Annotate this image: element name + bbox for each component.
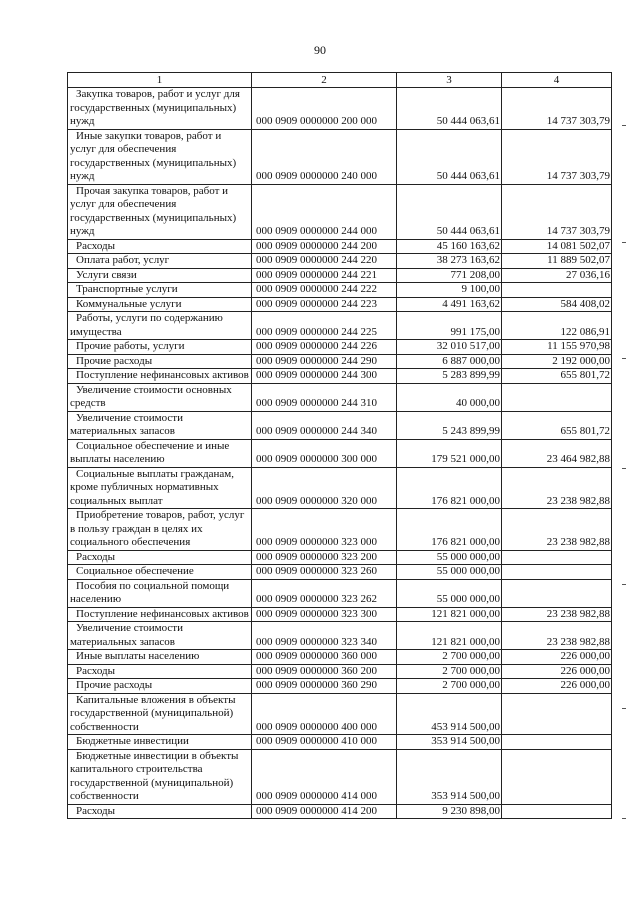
row-name-cell: Иные закупки товаров, работ и услуг для обеспечения государственных (муниципальных) нужд	[68, 129, 252, 184]
row-value-col3: 40 000,00	[397, 383, 502, 411]
row-value-col4	[502, 804, 612, 819]
row-value-col4: 14 737 303,79	[502, 88, 612, 130]
row-code-cell: 000 0909 0000000 244 290	[252, 354, 397, 369]
row-code-cell: 000 0909 0000000 244 225	[252, 312, 397, 340]
row-code-cell: 000 0909 0000000 200 000	[252, 88, 397, 130]
row-value-col4: 23 464 982,88	[502, 439, 612, 467]
row-value-col4: 11 155 970,98	[502, 340, 612, 355]
row-value-col3: 50 444 063,61	[397, 88, 502, 130]
row-code-cell: 000 0909 0000000 244 223	[252, 297, 397, 312]
row-code-cell: 000 0909 0000000 240 000	[252, 129, 397, 184]
row-value-col4: 23 238 982,88	[502, 509, 612, 551]
row-value-col4: 226 000,00	[502, 664, 612, 679]
column-header-4: 4	[502, 73, 612, 88]
row-value-col4: 23 238 982,88	[502, 622, 612, 650]
row-value-col4	[502, 693, 612, 735]
row-value-col4: 11 889 502,07	[502, 254, 612, 269]
row-value-col3: 2 700 000,00	[397, 679, 502, 694]
table-row	[68, 254, 612, 269]
row-value-col3: 353 914 500,00	[397, 749, 502, 804]
row-name-cell: Прочие расходы	[68, 354, 252, 369]
row-value-col3: 55 000 000,00	[397, 565, 502, 580]
budget-table	[67, 72, 612, 819]
row-name-cell: Прочая закупка товаров, работ и услуг для обеспечения государственных (муниципальных) нужд	[68, 184, 252, 239]
row-value-col3: 55 000 000,00	[397, 550, 502, 565]
row-value-col3: 176 821 000,00	[397, 509, 502, 551]
column-header-2: 2	[252, 73, 397, 88]
row-value-col3: 5 243 899,99	[397, 411, 502, 439]
row-name-cell: Транспортные услуги	[68, 283, 252, 298]
row-value-col4: 122 086,91	[502, 312, 612, 340]
row-value-col4: 226 000,00	[502, 650, 612, 665]
row-value-col3: 179 521 000,00	[397, 439, 502, 467]
table-row	[68, 129, 612, 184]
row-code-cell: 000 0909 0000000 244 310	[252, 383, 397, 411]
table-row	[68, 509, 612, 551]
row-code-cell: 000 0909 0000000 323 200	[252, 550, 397, 565]
table-row	[68, 239, 612, 254]
row-value-col3: 9 230 898,00	[397, 804, 502, 819]
page-number: 90	[314, 43, 326, 57]
row-name-cell: Услуги связи	[68, 268, 252, 283]
row-name-cell: Социальное обеспечение и иные выплаты населению	[68, 439, 252, 467]
column-header-1: 1	[68, 73, 252, 88]
table-row	[68, 268, 612, 283]
row-code-cell: 000 0909 0000000 244 200	[252, 239, 397, 254]
row-name-cell: Прочие расходы	[68, 679, 252, 694]
row-name-cell: Расходы	[68, 239, 252, 254]
table-row	[68, 184, 612, 239]
row-value-col4: 584 408,02	[502, 297, 612, 312]
row-value-col3: 6 887 000,00	[397, 354, 502, 369]
table-row	[68, 369, 612, 384]
row-value-col3: 176 821 000,00	[397, 467, 502, 509]
row-value-col4: 27 036,16	[502, 268, 612, 283]
row-code-cell: 000 0909 0000000 360 200	[252, 664, 397, 679]
table-row	[68, 622, 612, 650]
table-body	[68, 88, 612, 819]
row-value-col4: 655 801,72	[502, 411, 612, 439]
row-value-col3: 771 208,00	[397, 268, 502, 283]
table-row	[68, 383, 612, 411]
row-value-col4: 2 192 000,00	[502, 354, 612, 369]
row-value-col4: 14 081 502,07	[502, 239, 612, 254]
row-value-col3: 991 175,00	[397, 312, 502, 340]
table-row	[68, 283, 612, 298]
row-code-cell: 000 0909 0000000 300 000	[252, 439, 397, 467]
table-row	[68, 354, 612, 369]
table-row	[68, 467, 612, 509]
row-code-cell: 000 0909 0000000 323 300	[252, 607, 397, 622]
row-value-col4	[502, 550, 612, 565]
table-row	[68, 679, 612, 694]
row-name-cell: Оплата работ, услуг	[68, 254, 252, 269]
table-row	[68, 340, 612, 355]
row-code-cell: 000 0909 0000000 410 000	[252, 735, 397, 750]
table-row	[68, 88, 612, 130]
row-value-col4: 23 238 982,88	[502, 607, 612, 622]
row-code-cell: 000 0909 0000000 323 000	[252, 509, 397, 551]
table-row	[68, 411, 612, 439]
row-name-cell: Социальное обеспечение	[68, 565, 252, 580]
row-name-cell: Бюджетные инвестиции в объекты капитального строительства государственной (муниципальной) собственности	[68, 749, 252, 804]
row-value-col4	[502, 383, 612, 411]
row-code-cell: 000 0909 0000000 244 220	[252, 254, 397, 269]
row-name-cell: Прочие работы, услуги	[68, 340, 252, 355]
row-name-cell: Увеличение стоимости материальных запасов	[68, 411, 252, 439]
row-value-col4: 226 000,00	[502, 679, 612, 694]
row-code-cell: 000 0909 0000000 323 260	[252, 565, 397, 580]
row-value-col3: 353 914 500,00	[397, 735, 502, 750]
row-code-cell: 000 0909 0000000 323 262	[252, 579, 397, 607]
row-code-cell: 000 0909 0000000 320 000	[252, 467, 397, 509]
row-name-cell: Пособия по социальной помощи населению	[68, 579, 252, 607]
table-row	[68, 650, 612, 665]
table-row	[68, 312, 612, 340]
row-code-cell: 000 0909 0000000 244 226	[252, 340, 397, 355]
row-name-cell: Капитальные вложения в объекты государственной (муниципальной) собственности	[68, 693, 252, 735]
table-row	[68, 749, 612, 804]
row-value-col4	[502, 283, 612, 298]
table-row	[68, 693, 612, 735]
table-row	[68, 735, 612, 750]
row-value-col3: 121 821 000,00	[397, 622, 502, 650]
row-name-cell: Закупка товаров, работ и услуг для государственных (муниципальных) нужд	[68, 88, 252, 130]
row-value-col4: 14 737 303,79	[502, 184, 612, 239]
table-row	[68, 607, 612, 622]
row-value-col3: 50 444 063,61	[397, 184, 502, 239]
row-name-cell: Социальные выплаты гражданам, кроме публичных нормативных социальных выплат	[68, 467, 252, 509]
row-value-col4	[502, 735, 612, 750]
row-value-col3: 9 100,00	[397, 283, 502, 298]
row-code-cell: 000 0909 0000000 244 222	[252, 283, 397, 298]
row-code-cell: 000 0909 0000000 414 200	[252, 804, 397, 819]
row-value-col3: 2 700 000,00	[397, 664, 502, 679]
table-row	[68, 664, 612, 679]
row-name-cell: Работы, услуги по содержанию имущества	[68, 312, 252, 340]
row-name-cell: Увеличение стоимости основных средств	[68, 383, 252, 411]
row-name-cell: Иные выплаты населению	[68, 650, 252, 665]
row-value-col4	[502, 579, 612, 607]
table-row	[68, 550, 612, 565]
row-value-col3: 32 010 517,00	[397, 340, 502, 355]
table-row	[68, 804, 612, 819]
row-code-cell: 000 0909 0000000 244 300	[252, 369, 397, 384]
row-code-cell: 000 0909 0000000 414 000	[252, 749, 397, 804]
row-value-col3: 4 491 163,62	[397, 297, 502, 312]
row-value-col4	[502, 749, 612, 804]
header-row	[68, 73, 612, 88]
row-name-cell: Поступление нефинансовых активов	[68, 607, 252, 622]
table-row	[68, 439, 612, 467]
row-name-cell: Приобретение товаров, работ, услуг в пользу граждан в целях их социального обеспечения	[68, 509, 252, 551]
column-header-3: 3	[397, 73, 502, 88]
row-value-col4	[502, 565, 612, 580]
row-value-col3: 38 273 163,62	[397, 254, 502, 269]
row-name-cell: Расходы	[68, 804, 252, 819]
row-code-cell: 000 0909 0000000 360 290	[252, 679, 397, 694]
row-name-cell: Коммунальные услуги	[68, 297, 252, 312]
table-row	[68, 565, 612, 580]
row-name-cell: Бюджетные инвестиции	[68, 735, 252, 750]
table-row	[68, 579, 612, 607]
row-value-col3: 2 700 000,00	[397, 650, 502, 665]
row-value-col4: 23 238 982,88	[502, 467, 612, 509]
row-name-cell: Расходы	[68, 550, 252, 565]
row-value-col3: 5 283 899,99	[397, 369, 502, 384]
row-code-cell: 000 0909 0000000 360 000	[252, 650, 397, 665]
row-value-col3: 453 914 500,00	[397, 693, 502, 735]
row-value-col3: 45 160 163,62	[397, 239, 502, 254]
row-name-cell: Расходы	[68, 664, 252, 679]
row-value-col3: 121 821 000,00	[397, 607, 502, 622]
row-value-col4: 14 737 303,79	[502, 129, 612, 184]
row-value-col3: 55 000 000,00	[397, 579, 502, 607]
row-code-cell: 000 0909 0000000 244 340	[252, 411, 397, 439]
row-name-cell: Увеличение стоимости материальных запасов	[68, 622, 252, 650]
row-name-cell: Поступление нефинансовых активов	[68, 369, 252, 384]
row-value-col4: 655 801,72	[502, 369, 612, 384]
row-code-cell: 000 0909 0000000 323 340	[252, 622, 397, 650]
table-row	[68, 297, 612, 312]
row-code-cell: 000 0909 0000000 244 000	[252, 184, 397, 239]
row-code-cell: 000 0909 0000000 400 000	[252, 693, 397, 735]
row-code-cell: 000 0909 0000000 244 221	[252, 268, 397, 283]
row-value-col3: 50 444 063,61	[397, 129, 502, 184]
